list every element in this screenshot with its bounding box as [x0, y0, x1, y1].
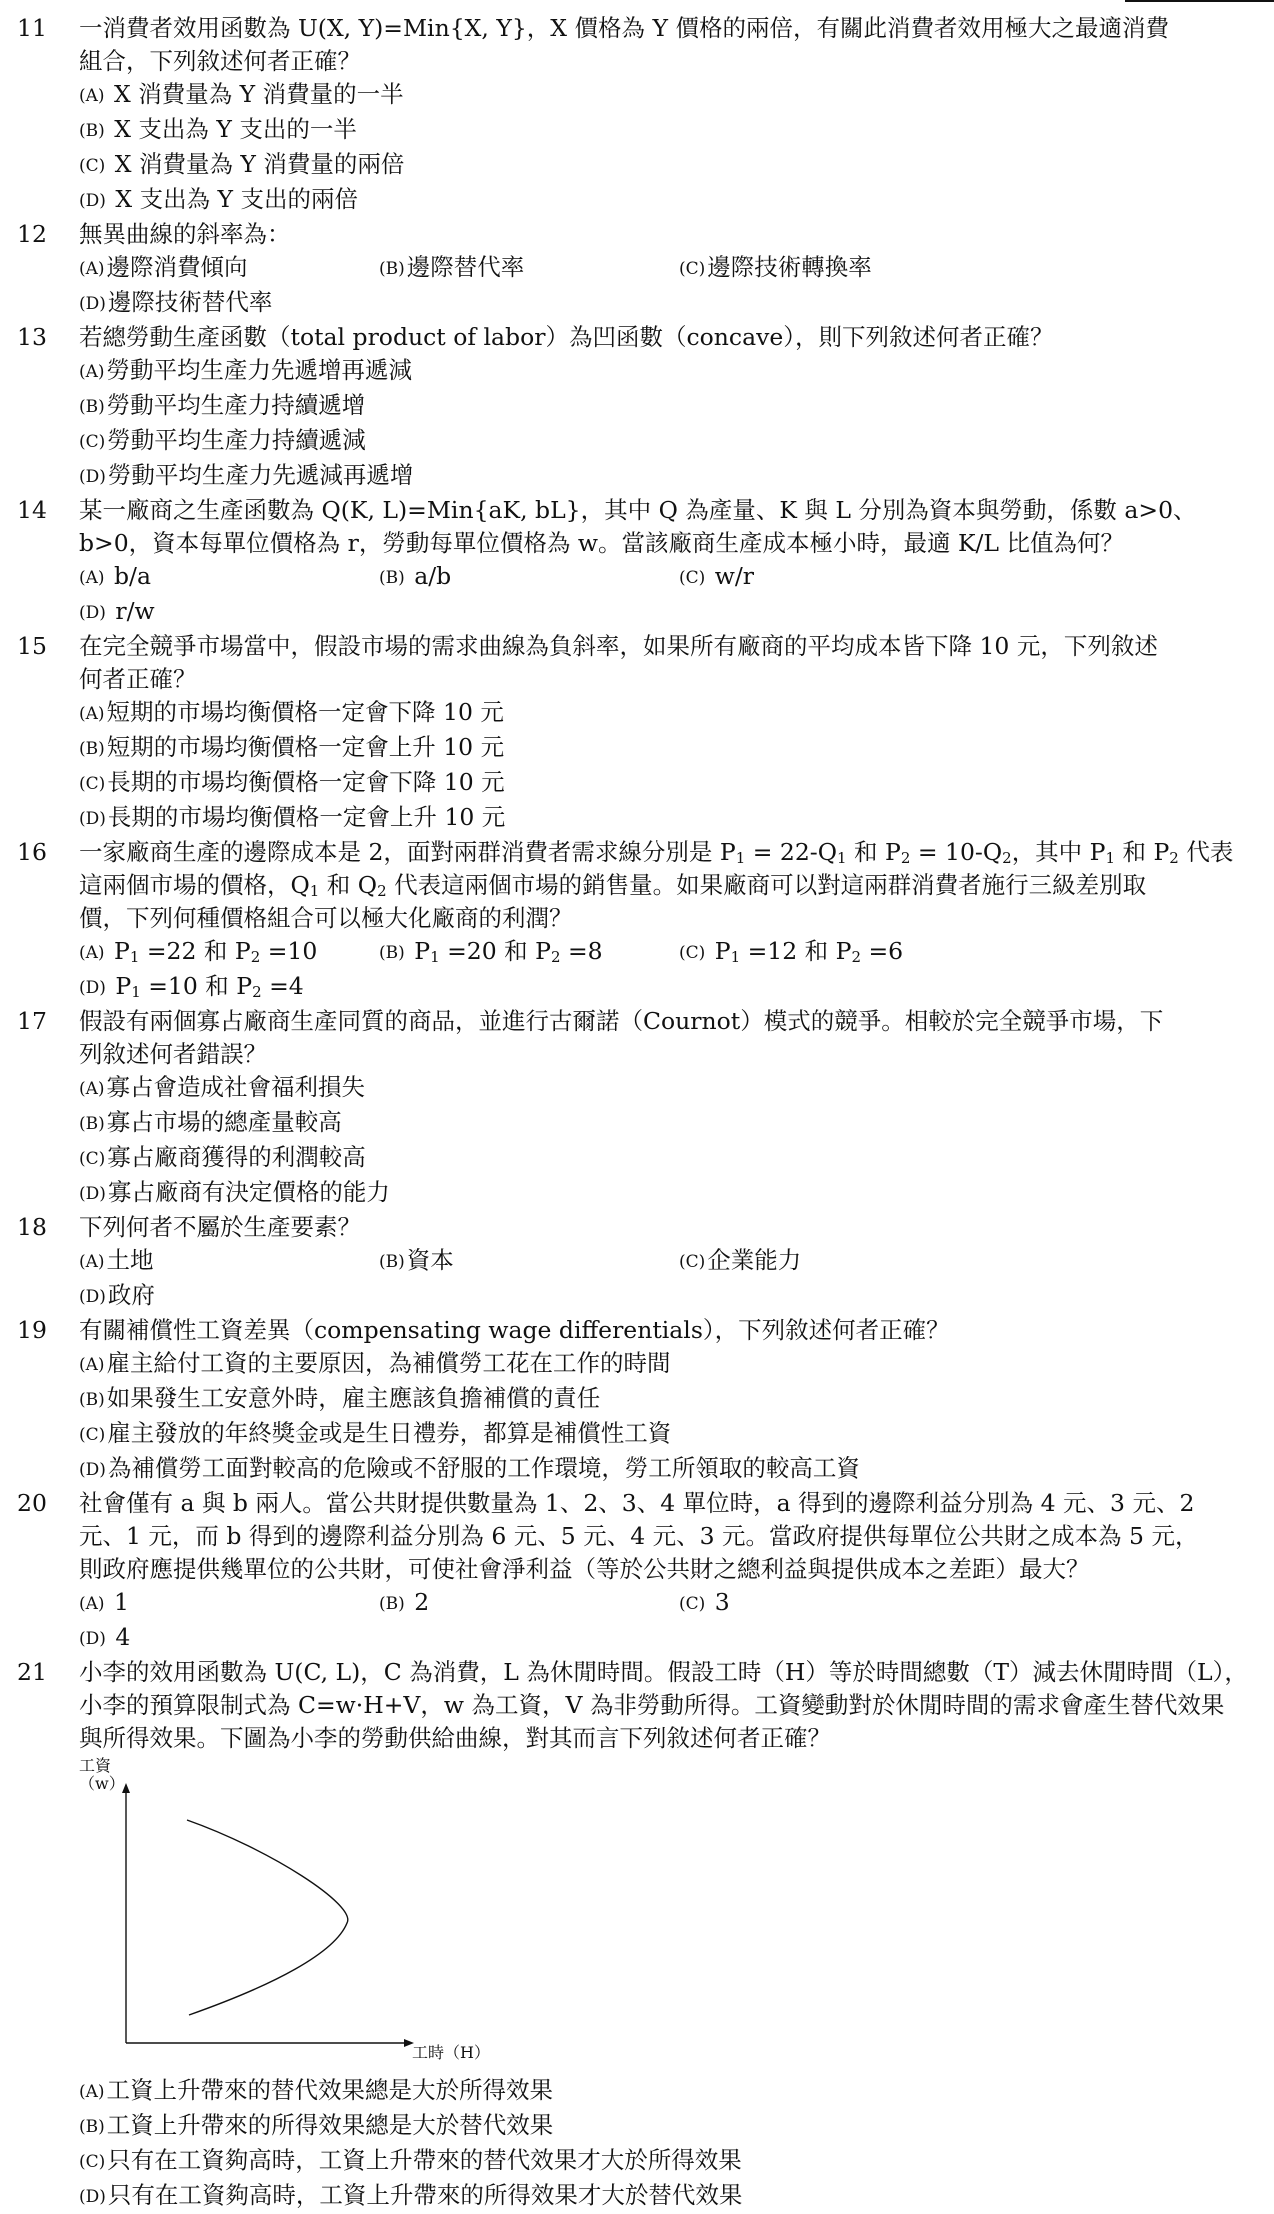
question-number: 19	[17, 1316, 47, 1344]
question-text-line: 有關補償性工資差異（compensating wage differentials），下列敘述何者正確？	[79, 1316, 950, 1344]
labor-supply-figure	[79, 1757, 639, 2074]
option-c[interactable]: (C)勞動平均生產力持續遞減	[79, 426, 366, 454]
question-number: 12	[17, 220, 47, 248]
question-text-line: 元、1 元，而 b 得到的邊際利益分別為 6 元、5 元、4 元、3 元。當政府提供每單位公共財之成本為 5 元，	[79, 1522, 1199, 1550]
option-a[interactable]: (A)邊際消費傾向	[79, 253, 248, 281]
option-b[interactable]: (B)工資上升帶來的所得效果總是大於替代效果	[79, 2111, 554, 2139]
question-text-line: 組合，下列敘述何者正確？	[79, 47, 361, 75]
question-19	[0, 1314, 1186, 1487]
question-number: 14	[17, 496, 47, 524]
option-b[interactable]: (B)如果發生工安意外時，雇主應該負擔補償的責任	[79, 1384, 601, 1412]
option-b[interactable]: (B) X 支出為 Y 支出的一半	[79, 115, 357, 143]
question-text-line: 社會僅有 a 與 b 兩人。當公共財提供數量為 1、2、3、4 單位時，a 得到的邊際利益分別為 4 元、3 元、2	[79, 1489, 1195, 1517]
option-a[interactable]: (A) X 消費量為 Y 消費量的一半	[79, 80, 404, 108]
option-a[interactable]: (A)雇主給付工資的主要原因，為補償勞工花在工作的時間	[79, 1349, 671, 1377]
option-c[interactable]: (C)長期的市場均衡價格一定會下降 10 元	[79, 768, 505, 796]
option-d[interactable]: (D)寡占廠商有決定價格的能力	[79, 1178, 390, 1206]
option-c[interactable]: (C)只有在工資夠高時，工資上升帶來的替代效果才大於所得效果	[79, 2146, 742, 2174]
question-number: 18	[17, 1213, 47, 1241]
option-c[interactable]: (C)企業能力	[679, 1246, 802, 1274]
question-text-line: 小李的預算限制式為 C=w·H+V，w 為工資，V 為非勞動所得。工資變動對於休閒時間的需求會產生替代效果	[79, 1691, 1225, 1719]
question-number: 15	[17, 632, 47, 660]
option-list	[79, 935, 1186, 1005]
labor-supply-graph	[79, 1757, 639, 2074]
option-list	[79, 2074, 1186, 2214]
option-b[interactable]: (B) a/b	[379, 562, 452, 590]
option-d[interactable]: (D)勞動平均生產力先遞減再遞增	[79, 461, 414, 489]
option-d[interactable]: (D)長期的市場均衡價格一定會上升 10 元	[79, 803, 506, 831]
option-d[interactable]: (D) r/w	[79, 597, 155, 625]
question-20	[0, 1487, 1199, 1656]
question-text-line: 價，下列何種價格組合可以極大化廠商的利潤？	[79, 904, 573, 932]
question-text-line: 在完全競爭市場當中，假設市場的需求曲線為負斜率，如果所有廠商的平均成本皆下降 10 元，下列敘述	[79, 632, 1158, 660]
option-b[interactable]: (B) 2	[379, 1588, 430, 1616]
question-text-line: 這兩個市場的價格，$Q_1$ 和 $Q_2$ 代表這兩個市場的銷售量。如果廠商可以對這兩群消費者施行三級差別取	[79, 871, 1147, 900]
option-d[interactable]: (D)邊際技術替代率	[79, 288, 273, 316]
question-text-line: 下列何者不屬於生產要素？	[79, 1213, 361, 1241]
option-a[interactable]: (A) $P_1 =22$ 和 $P_2 =10$	[79, 937, 318, 966]
question-text-line: 假設有兩個寡占廠商生產同質的商品，並進行古爾諾（Cournot）模式的競爭。相較於完全競爭市場，下	[79, 1007, 1164, 1035]
option-c[interactable]: (C)邊際技術轉換率	[679, 253, 872, 281]
option-a[interactable]: (A)短期的市場均衡價格一定會下降 10 元	[79, 698, 504, 726]
exam-page	[0, 12, 1274, 2214]
option-c[interactable]: (C) X 消費量為 Y 消費量的兩倍	[79, 150, 405, 178]
option-b[interactable]: (B)資本	[379, 1246, 454, 1274]
option-list	[79, 1244, 1186, 1314]
option-d[interactable]: (D) 4	[79, 1623, 131, 1651]
option-d[interactable]: (D) X 支出為 Y 支出的兩倍	[79, 185, 359, 213]
question-15	[0, 630, 1186, 836]
option-c[interactable]: (C) 3	[679, 1588, 730, 1616]
question-number: 21	[17, 1658, 47, 1686]
option-a[interactable]: (A)工資上升帶來的替代效果總是大於所得效果	[79, 2076, 554, 2104]
option-d[interactable]: (D)只有在工資夠高時，工資上升帶來的所得效果才大於替代效果	[79, 2181, 743, 2209]
question-21	[0, 1656, 1248, 2214]
option-a[interactable]: (A)土地	[79, 1246, 154, 1274]
option-b[interactable]: (B) $P_1 =20$ 和 $P_2 =8$	[379, 937, 603, 966]
option-list	[79, 78, 1186, 218]
option-c[interactable]: (C) $P_1 =12$ 和 $P_2 =6$	[679, 937, 904, 966]
x-axis-label: 工時（H）	[412, 2043, 490, 2062]
backward-bending-supply-curve	[187, 1820, 348, 2015]
question-text-line: 一消費者效用函數為 U(X, Y)=Min{X, Y}，X 價格為 Y 價格的兩倍，有關此消費者效用極大之最適消費	[79, 14, 1169, 42]
option-list	[79, 696, 1186, 836]
option-list	[79, 1071, 1186, 1211]
option-a[interactable]: (A) 1	[79, 1588, 129, 1616]
question-number: 20	[17, 1489, 47, 1517]
question-number: 13	[17, 323, 47, 351]
option-d[interactable]: (D)政府	[79, 1281, 155, 1309]
y-axis-label: 工資 （w）	[79, 1756, 125, 1793]
question-number: 11	[17, 14, 47, 42]
option-b[interactable]: (B)邊際替代率	[379, 253, 525, 281]
question-text-line: 則政府應提供幾單位的公共財，可使社會淨利益（等於公共財之總利益與提供成本之差距）最大？	[79, 1555, 1090, 1583]
question-text-line: 與所得效果。下圖為小李的勞動供給曲線，對其而言下列敘述何者正確？	[79, 1724, 831, 1752]
option-b[interactable]: (B)短期的市場均衡價格一定會上升 10 元	[79, 733, 505, 761]
question-17	[0, 1005, 1186, 1211]
question-14	[0, 494, 1197, 630]
option-d[interactable]: (D)為補償勞工面對較高的危險或不舒服的工作環境，勞工所領取的較高工資	[79, 1454, 860, 1482]
question-11	[0, 12, 1186, 218]
option-c[interactable]: (C) w/r	[679, 562, 755, 590]
option-c[interactable]: (C)寡占廠商獲得的利潤較高	[79, 1143, 366, 1171]
question-text-line: b>0，資本每單位價格為 r，勞動每單位價格為 w。當該廠商生產成本極小時，最適 K/L 比值為何？	[79, 529, 1124, 557]
question-18	[0, 1211, 1186, 1314]
question-text-line: 列敘述何者錯誤？	[79, 1040, 267, 1068]
option-c[interactable]: (C)雇主發放的年終獎金或是生日禮券，都算是補償性工資	[79, 1419, 672, 1447]
option-a[interactable]: (A)寡占會造成社會福利損失	[79, 1073, 366, 1101]
option-list	[79, 354, 1186, 494]
question-number: 17	[17, 1007, 47, 1035]
question-text-line: 一家廠商生產的邊際成本是 2，面對兩群消費者需求線分別是 $P_1 = 22-Q_1$ 和 $P_2 = 10-Q_2$，其中 $P_1$ 和 $P_2$ 代表	[79, 838, 1234, 867]
question-text-line: 若總勞動生產函數（total product of labor）為凹函數（concave），則下列敘述何者正確？	[79, 323, 1054, 351]
question-12	[0, 218, 1186, 321]
question-13	[0, 321, 1186, 494]
option-list	[79, 1586, 1186, 1656]
option-b[interactable]: (B)寡占市場的總產量較高	[79, 1108, 342, 1136]
question-16	[0, 836, 1234, 1005]
option-list	[79, 560, 1186, 630]
question-text-line: 無異曲線的斜率為：	[79, 220, 291, 248]
question-text-line: 何者正確？	[79, 665, 197, 693]
question-text-line: 小李的效用函數為 U(C, L)，C 為消費，L 為休閒時間。假設工時（H）等於時間總數（T）減去休閒時間（L），	[79, 1658, 1248, 1686]
question-text-line: 某一廠商之生產函數為 Q(K, L)=Min{aK, bL}，其中 Q 為產量、K 與 L 分別為資本與勞動，係數 a>0、	[79, 496, 1197, 524]
option-d[interactable]: (D) $P_1 =10$ 和 $P_2 =4$	[79, 972, 304, 1001]
option-a[interactable]: (A) b/a	[79, 562, 151, 590]
question-number: 16	[17, 838, 47, 866]
option-list	[79, 1347, 1186, 1487]
option-list	[79, 251, 1186, 321]
option-b[interactable]: (B)勞動平均生產力持續遞增	[79, 391, 366, 419]
header-rule	[1125, 0, 1274, 2]
option-a[interactable]: (A)勞動平均生產力先遞增再遞減	[79, 356, 413, 384]
